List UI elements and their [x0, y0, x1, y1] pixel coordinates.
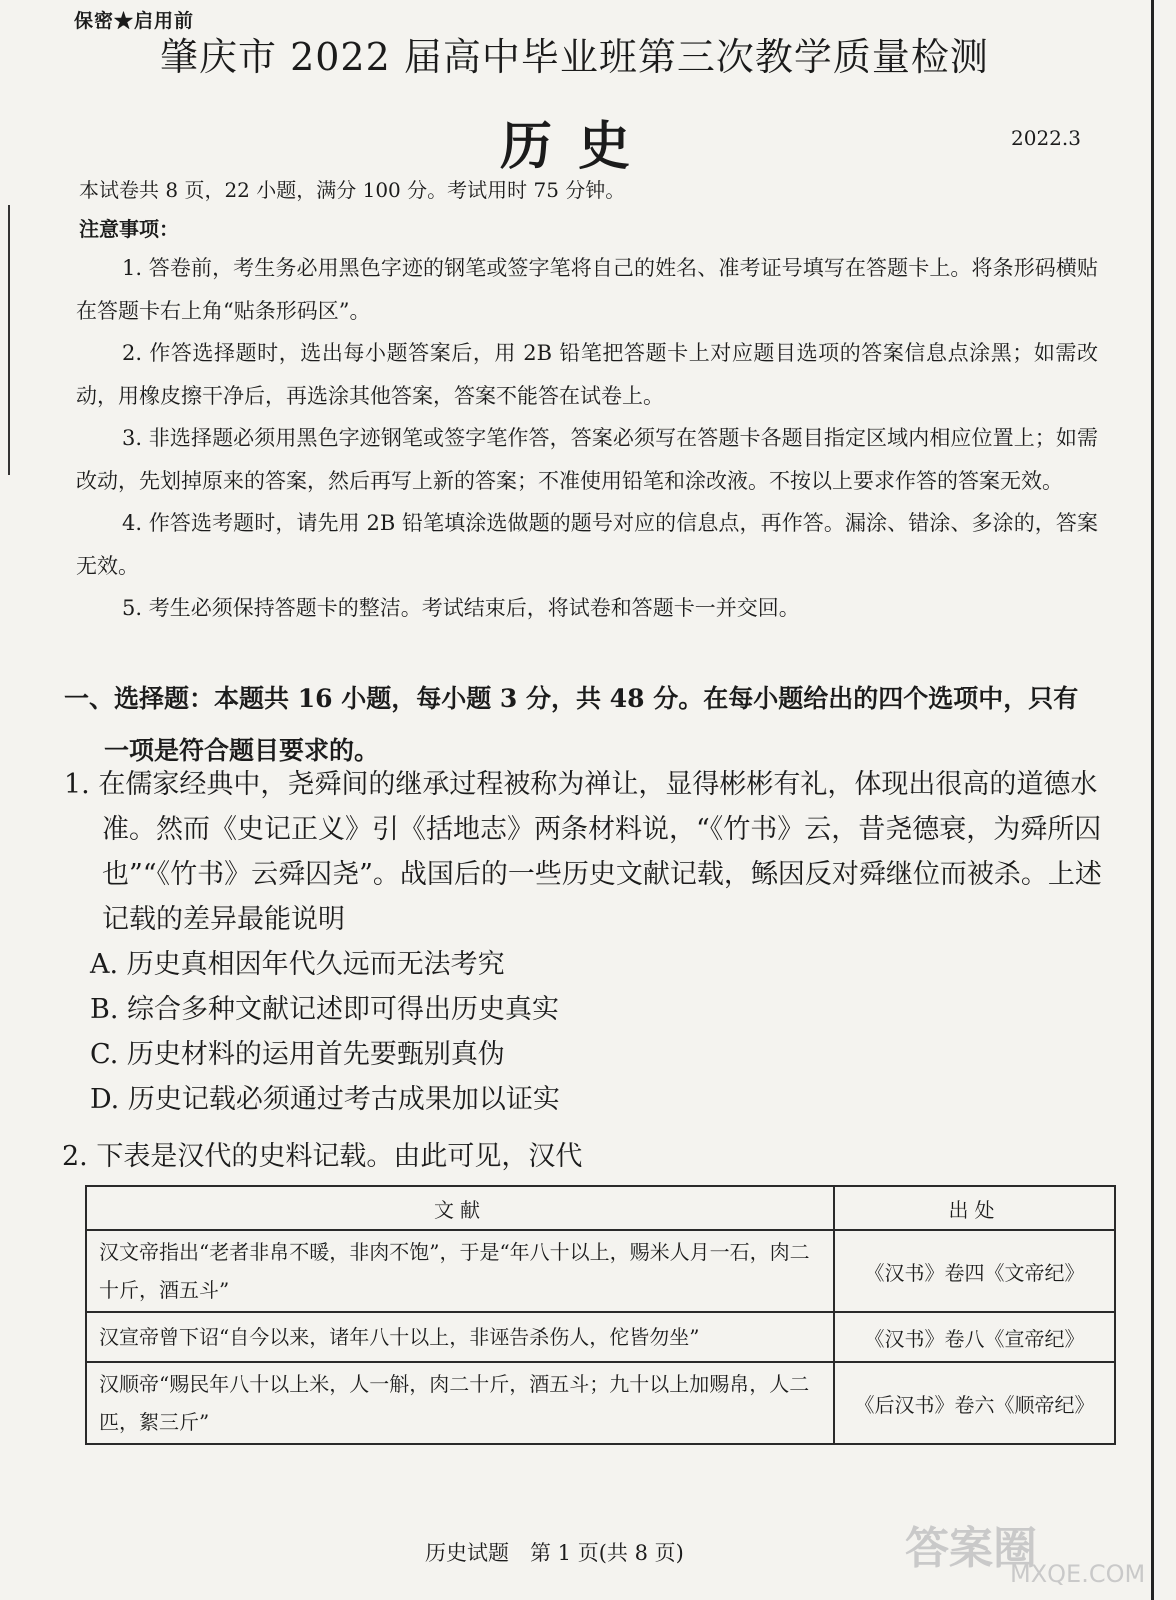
notice-item: 5. 考生必须保持答题卡的整洁。考试结束后，将试卷和答题卡一并交回。 [122, 596, 800, 620]
page-footer: 历史试题 第 1 页(共 8 页) [425, 1541, 684, 1565]
cell-source: 《后汉书》卷六《顺帝纪》 [834, 1362, 1115, 1444]
notice-list [76, 247, 1098, 630]
notice-title: 注意事项： [79, 217, 179, 241]
notice-item: 4. 作答选考题时，请先用 2B 铅笔填涂选做题的题号对应的信息点，再作答。漏涂、错涂、多涂的，答案无效。 [76, 511, 1098, 578]
notice-item: 2. 作答选择题时，选出每小题答案后，用 2B 铅笔把答题卡上对应题目选项的答案信息点涂黑；如需改动，用橡皮擦干净后，再选涂其他答案，答案不能答在试卷上。 [76, 341, 1098, 408]
section-heading-line2: 一项是符合题目要求的。 [104, 736, 380, 765]
table-header-row [86, 1186, 1115, 1230]
notice-item: 1. 答卷前，考生务必用黑色字迹的钢笔或签字笔将自己的姓名、准考证号填写在答题卡上。将条形码横贴在答题卡右上角“贴条形码区”。 [76, 256, 1098, 323]
question-1 [64, 762, 1108, 1122]
cell-document: 汉顺帝“赐民年八十以上米，人一斛，肉二十斤，酒五斗；九十以上加赐帛，人二匹，絮三斤” [86, 1362, 834, 1444]
table-row [86, 1230, 1115, 1312]
subject-title: 历史 [500, 116, 657, 177]
exam-date: 2022.3 [1011, 126, 1081, 150]
source-table [85, 1185, 1116, 1445]
question-1-stem-rest: 准。然而《史记正义》引《括地志》两条材料说，“《竹书》云，昔尧德衰，为舜所囚也”“《竹书》云舜囚尧”。战国后的一些历史文献记载，鲧因反对舜继位而被杀。上述记载的差异最能说明 [102, 814, 1102, 935]
table-row [86, 1362, 1115, 1444]
scan-edge-right [1151, 0, 1154, 1600]
scan-edge-left [8, 205, 10, 475]
exam-intro: 本试卷共 8 页，22 小题，满分 100 分。考试用时 75 分钟。 [79, 178, 626, 202]
confidential-tag: 保密★启用前 [74, 10, 195, 32]
header-source: 出处 [834, 1186, 1115, 1230]
watermark-site: MXQE.COM [1010, 1560, 1146, 1588]
notice-item: 3. 非选择题必须用黑色字迹钢笔或签字笔作答，答案必须写在答题卡各题目指定区域内相应位置上；如需改动，先划掉原来的答案，然后再写上新的答案；不准使用铅笔和涂改液。不按以上要求作答的答案无效。 [76, 426, 1098, 493]
table-row [86, 1312, 1115, 1362]
watermark-logo: 答案圈 [905, 1523, 1037, 1574]
section-heading-line1: 一、选择题：本题共 16 小题，每小题 3 分，共 48 分。在每小题给出的四个选项中，只有 [64, 684, 1079, 713]
option-d: D. 历史记载必须通过考古成果加以证实 [90, 1084, 560, 1115]
question-2-stem: 2. 下表是汉代的史料记载。由此可见，汉代 [62, 1141, 583, 1172]
question-1-stem [64, 762, 1108, 942]
exam-title: 肇庆市 2022 届高中毕业班第三次教学质量检测 [160, 35, 989, 79]
option-b: B. 综合多种文献记述即可得出历史真实 [90, 994, 560, 1025]
header-document: 文献 [86, 1186, 834, 1230]
cell-document: 汉宣帝曾下诏“自今以来，诸年八十以上，非诬告杀伤人，佗皆勿坐” [86, 1312, 834, 1362]
cell-source: 《汉书》卷八《宣帝纪》 [834, 1312, 1115, 1362]
cell-document: 汉文帝指出“老者非帛不暖，非肉不饱”，于是“年八十以上，赐米人月一石，肉二十斤，酒五斗” [86, 1230, 834, 1312]
question-1-stem-first: 1. 在儒家经典中，尧舜间的继承过程被称为禅让，显得彬彬有礼，体现出很高的道德水 [64, 769, 1098, 800]
option-a: A. 历史真相因年代久远而无法考究 [90, 949, 505, 980]
option-c: C. 历史材料的运用首先要甄别真伪 [90, 1039, 505, 1070]
cell-source: 《汉书》卷四《文帝纪》 [834, 1230, 1115, 1312]
